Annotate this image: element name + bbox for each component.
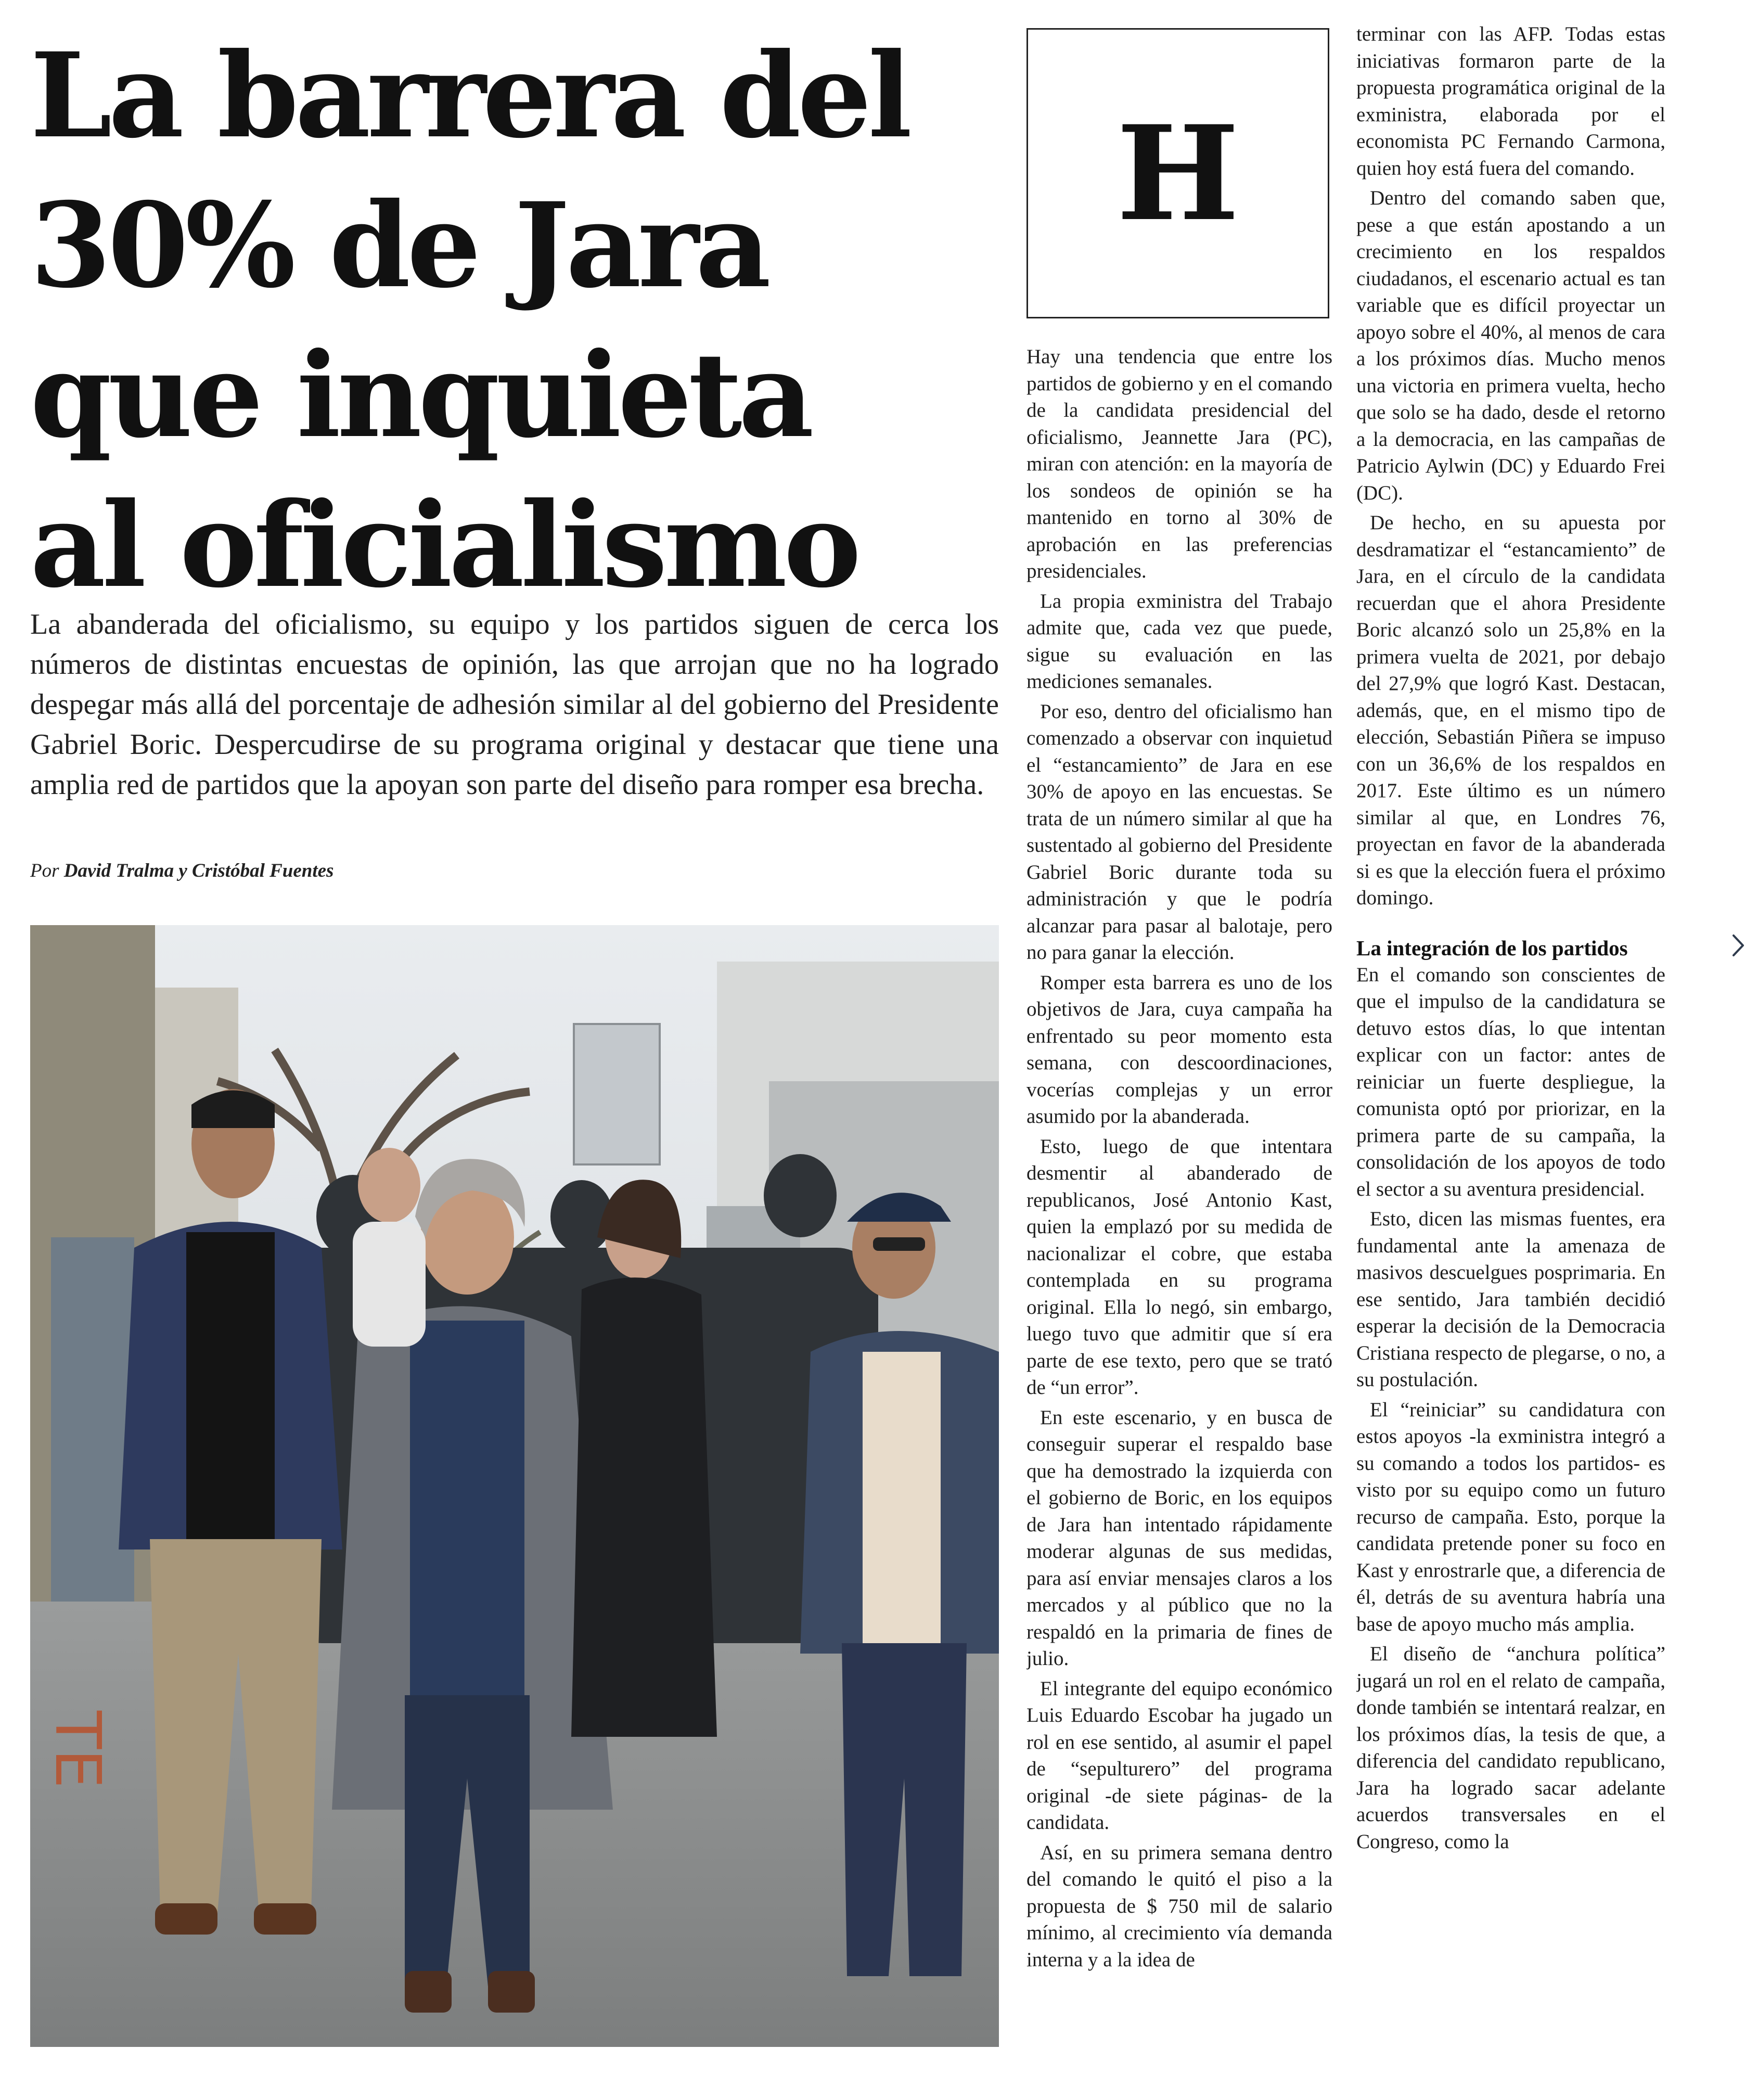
paragraph: terminar con las AFP. Todas estas iniciativas formaron parte de la propuesta programática original de la exministra, elaborada por el economista PC Fernando Carmona, quien hoy está fuera del comando. <box>1356 23 1665 180</box>
photo-illustration <box>30 925 999 2047</box>
svg-text:TE: TE <box>41 1711 113 1789</box>
paragraph: En este escenario, y en busca de conseguir superar el respaldo base que ha demostrado la izquierda con el gobierno de Boric, en los equipos de Jara han intentado rápidamente moderar algunas de sus medidas, para así enviar mensajes claros a los mercados y al público que no la respaldó en la primaria de fines de julio. <box>1026 1406 1332 1670</box>
headline-line: que inquieta <box>30 327 811 464</box>
paragraph: El diseño de “anchura política” jugará un rol en el relato de campaña, donde también se intentará realzar, en los próximos días, la tesis de que, a diferencia del candidato republicano, Jara ha logrado sacar adelante acuerdos transversales en el Congreso, como la <box>1356 1643 1665 1853</box>
paragraph: Hay una tendencia que entre los partidos de gobierno y en el comando de la candidata presidencial del oficialismo, Jeannette Jara (PC), miran con atención: en la mayoría de los sondeos de opinión se ha mantenido en torno al 30% de aprobación en las preferencias presidenciales. <box>1026 345 1332 582</box>
byline <box>30 860 333 882</box>
next-page-button[interactable] <box>1726 927 1750 964</box>
paragraph: La propia exministra del Trabajo admite que, cada vez que puede, sigue su evaluación en las mediciones semanales. <box>1026 590 1332 693</box>
headline <box>30 21 1008 620</box>
paragraph: Esto, luego de que intentara desmentir al abanderado de republicanos, José Antonio Kast, quien la emplazó por su medida de nacionalizar el cobre, que estaba contemplada en su programa original. Ella lo negó, sin embargo, luego tuvo que admitir que sí era parte de ese texto, pero que se trató de “un error”. <box>1026 1135 1332 1399</box>
headline-line: al oficialismo <box>30 477 858 613</box>
chevron-right-icon <box>1730 932 1746 958</box>
article-photo <box>30 925 999 2047</box>
article-column-2 <box>1026 343 1332 2058</box>
paragraph: En el comando son conscientes de que el impulso de la candidatura se detuvo estos días, lo que intentan explicar con un factor: antes de reiniciar un fuerte despliegue, la comunista optó por priorizar, en la primera parte de su campaña, la consolidación de los apoyos de todo el sector a su aventura presidencial. <box>1356 963 1665 1200</box>
byline-prefix: Por <box>30 860 59 881</box>
section-subhead: La integración de los partidos <box>1356 936 1628 960</box>
headline-line: 30% de Jara <box>30 177 767 314</box>
paragraph: De hecho, en su apuesta por desdramatizar el “estancamiento” de Jara, en el círculo de la candidata recuerdan que el ahora Presidente Boric alcanzó solo un 25,8% en la primera vuelta de 2021, por debajo del 27,9% que logró Kast. Destacan, además, que, en el mismo tipo de elección, Sebastián Piñera se impuso con un 36,6% de los respaldos en 2017. Este último es un número similar al que, en Londres 76, proyectan en favor de la abanderada si es que la elección fuera el próximo domingo. <box>1356 511 1665 909</box>
publication-logo <box>1026 28 1329 318</box>
paragraph: El “reiniciar” su candidatura con estos apoyos -la exministra integró a su comando a todos los partidos- es visto por su equipo como un futuro recurso de campaña. Esto, porque la candidata pretende poner su foco en Kast y enrostrarle que, a diferencia de él, detrás de su aventura habría una base de apoyo mucho más amplia. <box>1356 1398 1665 1635</box>
headline-line: La barrera del <box>30 27 909 164</box>
paragraph: Por eso, dentro del oficialismo han comenzado a observar con inquietud el “estancamiento” de Jara en ese 30% de apoyo en las encuestas. Se trata de un número similar al que ha sustentado al gobierno del Presidente Gabriel Boric durante toda su administración y que le podría alcanzar para pasar al balotaje, pero no para ganar la elección. <box>1026 700 1332 964</box>
paragraph: Dentro del comando saben que, pese a que están apostando a un crecimiento en los respaldos ciudadanos, el escenario actual es tan variable que es difícil proyectar un apoyo sobre el 40%, al menos de cara a los próximos días. Mucho menos una victoria en primera vuelta, hecho que solo se ha dado, desde el retorno a la democracia, en las campañas de Patricio Aylwin (DC) y Eduardo Frei (DC). <box>1356 187 1665 504</box>
logo-letter: H <box>1116 97 1240 250</box>
paragraph: El integrante del equipo económico Luis Eduardo Escobar ha jugado un rol en ese sentido, al asumir el papel de “sepulturero” del programa original -de siete páginas- de la candidata. <box>1026 1677 1332 1834</box>
paragraph: Romper esta barrera es uno de los objetivos de Jara, cuya campaña ha enfrentado su peor momento esta semana, con descoordinaciones, vocerías complejas y un error asumido por la abanderada. <box>1026 971 1332 1128</box>
deck-summary: La abanderada del oficialismo, su equipo y los partidos siguen de cerca los números de distintas encuestas de opinión, las que arrojan que no ha logrado despegar más allá del porcentaje de adhesión similar al del gobierno del Presidente Gabriel Boric. Despercudirse de su programa original y destacar que tiene una amplia red de partidos que la apoyan son parte del diseño para romper esa brecha. <box>30 608 999 801</box>
paragraph: Así, en su primera semana dentro del comando le quitó el piso a la propuesta de $ 750 mil de salario mínimo, al crecimiento vía demanda interna y a la idea de <box>1026 1841 1332 1971</box>
article-column-3 <box>1356 21 1665 2058</box>
byline-authors: David Tralma y Cristóbal Fuentes <box>63 860 334 881</box>
paragraph: Esto, dicen las mismas fuentes, era fundamental ante la amenaza de masivos descuelgues posprimaria. En ese sentido, Jara también decidió esperar la decisión de la Democracia Cristiana respecto de plegarse, o no, a su postulación. <box>1356 1208 1665 1391</box>
